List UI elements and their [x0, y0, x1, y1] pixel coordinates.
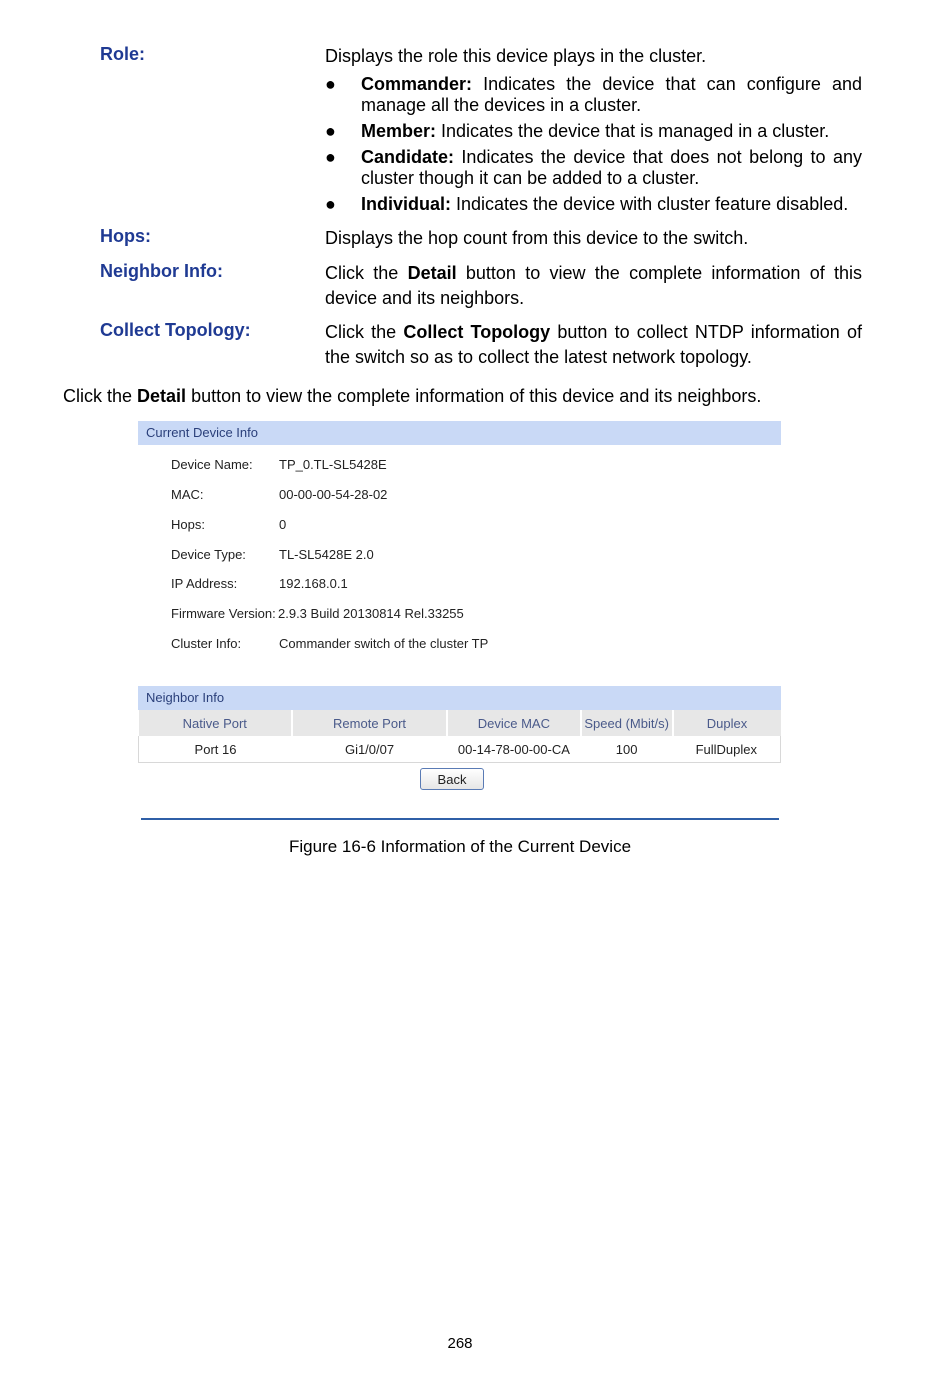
cell-speed: 100: [581, 736, 673, 763]
back-button[interactable]: Back: [420, 768, 484, 790]
desc-neighbor-info: Click the Detail button to view the complete information of this device and its neighbors.: [325, 263, 862, 308]
neighbor-table: [138, 710, 781, 763]
col-speed: Speed (Mbit/s): [581, 710, 673, 736]
term-collect-topology: Collect Topology:: [100, 320, 251, 340]
table-header-row: [139, 710, 781, 736]
cell-native-port: Port 16: [139, 736, 293, 763]
list-item: ● Individual: Indicates the device with cluster feature disabled.: [325, 194, 849, 214]
neighbor-info-header: Neighbor Info: [138, 686, 781, 710]
desc-role: Displays the role this device plays in the cluster.: [325, 46, 707, 66]
divider: [141, 818, 779, 820]
term-role: Role:: [100, 44, 145, 64]
col-native-port: Native Port: [139, 710, 293, 736]
role-bullet-list: [325, 74, 862, 220]
col-remote-port: Remote Port: [292, 710, 447, 736]
desc-collect-topology: Click the Collect Topology button to collect NTDP information of the switch so as to collect the latest network topology.: [325, 322, 862, 367]
body-paragraph: Click the Detail button to view the complete information of this device and its neighbors.: [63, 386, 762, 406]
figure-caption: Figure 16-6 Information of the Current Device: [288, 837, 632, 856]
list-item: ● Candidate: Indicates the device that does not belong to any cluster though it can be added to a cluster.: [325, 147, 862, 188]
cell-duplex: FullDuplex: [673, 736, 781, 763]
cell-device-mac: 00-14-78-00-00-CA: [447, 736, 581, 763]
page-number: 268: [447, 1335, 473, 1352]
term-neighbor-info: Neighbor Info:: [100, 261, 223, 281]
figure-screenshot: Current Device Info Device Name: TP_0.TL-SL5428E MAC: 00-00-00-54-28-02 Hops: 0 Device Type: TL-SL5428E 2.0 IP Address: 192.168.0.1 Firmware Version: 2.9.3 Build 20130814 Rel.33255 Cluster Info: Commander switch of the cluster TP Neighbor Info Native Port Remote Port Device MAC Speed (Mbit/s) Duplex Port 16 Gi1/0/07 00-14-78-00-00-CA 100 FullDuplex Back: [138, 421, 781, 823]
list-item: ● Member: Indicates the device that is managed in a cluster.: [325, 121, 830, 141]
term-hops: Hops:: [100, 226, 151, 246]
list-item: ● Commander: Indicates the device that can configure and manage all the devices in a cluster.: [325, 74, 862, 115]
col-device-mac: Device MAC: [447, 710, 581, 736]
table-row: [139, 736, 781, 763]
desc-hops: Displays the hop count from this device to the switch.: [325, 228, 749, 248]
cell-remote-port: Gi1/0/07: [292, 736, 447, 763]
col-duplex: Duplex: [673, 710, 781, 736]
current-device-info-header: Current Device Info: [138, 421, 781, 445]
